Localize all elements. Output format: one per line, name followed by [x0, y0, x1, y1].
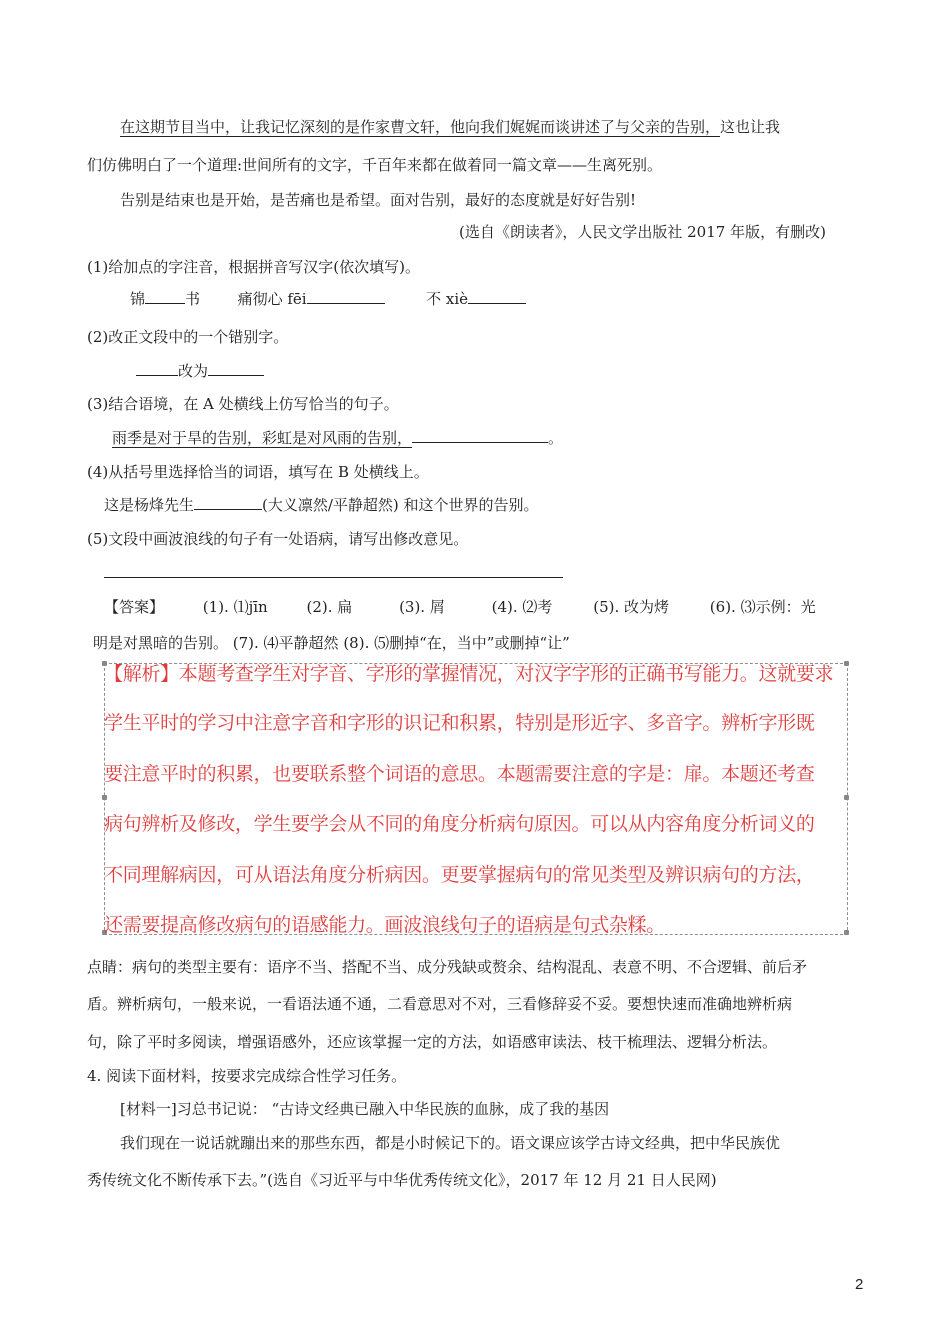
- analysis-text-box[interactable]: [104, 663, 848, 935]
- material-1-line: 我们现在一说话就蹦出来的那些东西，都是小时候记下的。语文课应该学古诗文经典，把中华民族优: [120, 1134, 781, 1152]
- resize-handle[interactable]: [844, 795, 849, 800]
- q4-prefix: 这是杨烽先生: [104, 496, 195, 514]
- answer-part: (6). ⑶示例：光: [709, 598, 816, 616]
- q2-change-to: 改为: [178, 362, 209, 380]
- q4-suffix: (大义凛然/平静超然) 和这个世界的告别。: [262, 496, 539, 514]
- resize-handle[interactable]: [844, 930, 849, 935]
- analysis-line: 还需要提高修改病句的语感能力。画波浪线句子的语病是句式杂糅。: [104, 914, 666, 936]
- tip-line: 盾。辨析病句，一般来说，一看语法通不通，二看意思对不对，三看修辞妥不妥。要想快速而准确地辨析病: [87, 995, 793, 1013]
- question-2-fill: [136, 361, 264, 381]
- answer-part: (4). ⑵考: [491, 598, 553, 616]
- wavy-underlined-sentence: 在这期节目当中，让我记忆深刻的是作家曹文轩，他向我们娓娓而谈讲述了与父亲的告别，: [120, 118, 721, 136]
- answer-part: (5). 改为烤: [593, 598, 670, 616]
- q1-word-3: 不 xiè: [426, 290, 469, 308]
- q2-blank-1[interactable]: [136, 361, 178, 376]
- q2-blank-2[interactable]: [208, 361, 264, 376]
- q3-end-mark: 。: [548, 429, 564, 447]
- question-1: (1)给加点的字注音，根据拼音写汉字(依次填写)。: [87, 258, 420, 276]
- passage-line-1: [120, 117, 780, 137]
- answer-line-2: 明是对黑暗的告别。 (7). ⑷平静超然 (8). ⑸删掉“在，当中”或删掉“让”: [93, 634, 570, 652]
- question-3-model: [112, 428, 563, 448]
- passage-source: (选自《朗读者》，人民文学出版社 2017 年版，有删改): [459, 223, 826, 241]
- question-3: (3)结合语境，在 A 处横线上仿写恰当的句子。: [87, 395, 399, 413]
- q1-word-1-prefix: 锦: [130, 290, 146, 308]
- material-1-line: [材料一]习总书记说： “古诗文经典已融入中华民族的血脉，成了我的基因: [120, 1100, 610, 1118]
- resize-handle[interactable]: [102, 795, 107, 800]
- answer-part: (2). 扁: [306, 598, 353, 616]
- q5-answer-line[interactable]: [104, 577, 563, 578]
- answer-part: (1). ⑴jīn: [202, 598, 268, 616]
- answer-label: 【答案】: [104, 598, 165, 616]
- analysis-line: 要注意平时的积累，也要联系整个词语的意思。本题需要注意的字是：扉。本题还考查: [104, 763, 815, 785]
- question-1-items: [130, 289, 526, 309]
- passage-line-3: 告别是结束也是开始，是苦痛也是希望。面对告别，最好的态度就是好好告别!: [120, 191, 637, 209]
- q1-blank-3[interactable]: [468, 289, 526, 304]
- question-4-sentence: [104, 495, 539, 515]
- q1-word-2: 痛彻心 fēi: [237, 290, 307, 308]
- question-5: (5)文段中画波浪线的句子有一处语病，请写出修改意见。: [87, 530, 469, 548]
- answer-line-1: [104, 597, 816, 617]
- q1-word-1-suffix: 书: [185, 290, 201, 308]
- q1-blank-2[interactable]: [307, 289, 385, 304]
- analysis-line: 不同理解病因，可从语法角度分析病因。更要掌握病句的常见类型及辨识病句的方法，: [104, 864, 815, 886]
- question-2: (2)改正文段中的一个错别字。: [87, 328, 289, 346]
- q4-blank-b[interactable]: [194, 495, 262, 510]
- tip-line: 句，除了平时多阅读，增强语感外，还应该掌握一定的方法，如语感审读法、枝干梳理法、逻辑分析法。: [87, 1033, 778, 1051]
- analysis-line: 学生平时的学习中注意字音和字形的识记和积累，特别是形近字、多音字。辨析字形既: [104, 712, 815, 734]
- page-number: 2: [855, 1276, 864, 1293]
- passage-line-2: 们仿佛明白了一个道理:世间所有的文字，千百年来都在做着同一篇文章——生离死别。: [87, 156, 663, 174]
- resize-handle[interactable]: [844, 661, 849, 666]
- question-4: (4)从括号里选择恰当的词语，填写在 B 处横线上。: [87, 463, 429, 481]
- passage-text: 这也让我: [720, 118, 781, 136]
- answer-part: (3). 屑: [399, 598, 445, 616]
- analysis-line: 【解析】本题考查学生对字音、字形的掌握情况，对汉字字形的正确书写能力。这就要求: [104, 663, 834, 685]
- q3-blank-a[interactable]: [412, 428, 548, 443]
- analysis-line: 病句辨析及修改，学生要学会从不同的角度分析病句原因。可以从内容角度分析词义的: [104, 813, 815, 835]
- q1-blank-1[interactable]: [145, 289, 185, 304]
- tip-line: 点睛：病句的类型主要有：语序不当、搭配不当、成分残缺或赘余、结构混乱、表意不明、不合逻辑、前后矛: [87, 958, 808, 976]
- material-1-line: 秀传统文化不断传承下去。”(选自《习近平与中华优秀传统文化》，2017 年 12 月 21 日人民网): [87, 1171, 717, 1189]
- section-4-title: 4. 阅读下面材料，按要求完成综合性学习任务。: [87, 1067, 407, 1085]
- q3-model-sentence: 雨季是对于旱的告别，彩虹是对风雨的告别，: [112, 429, 413, 447]
